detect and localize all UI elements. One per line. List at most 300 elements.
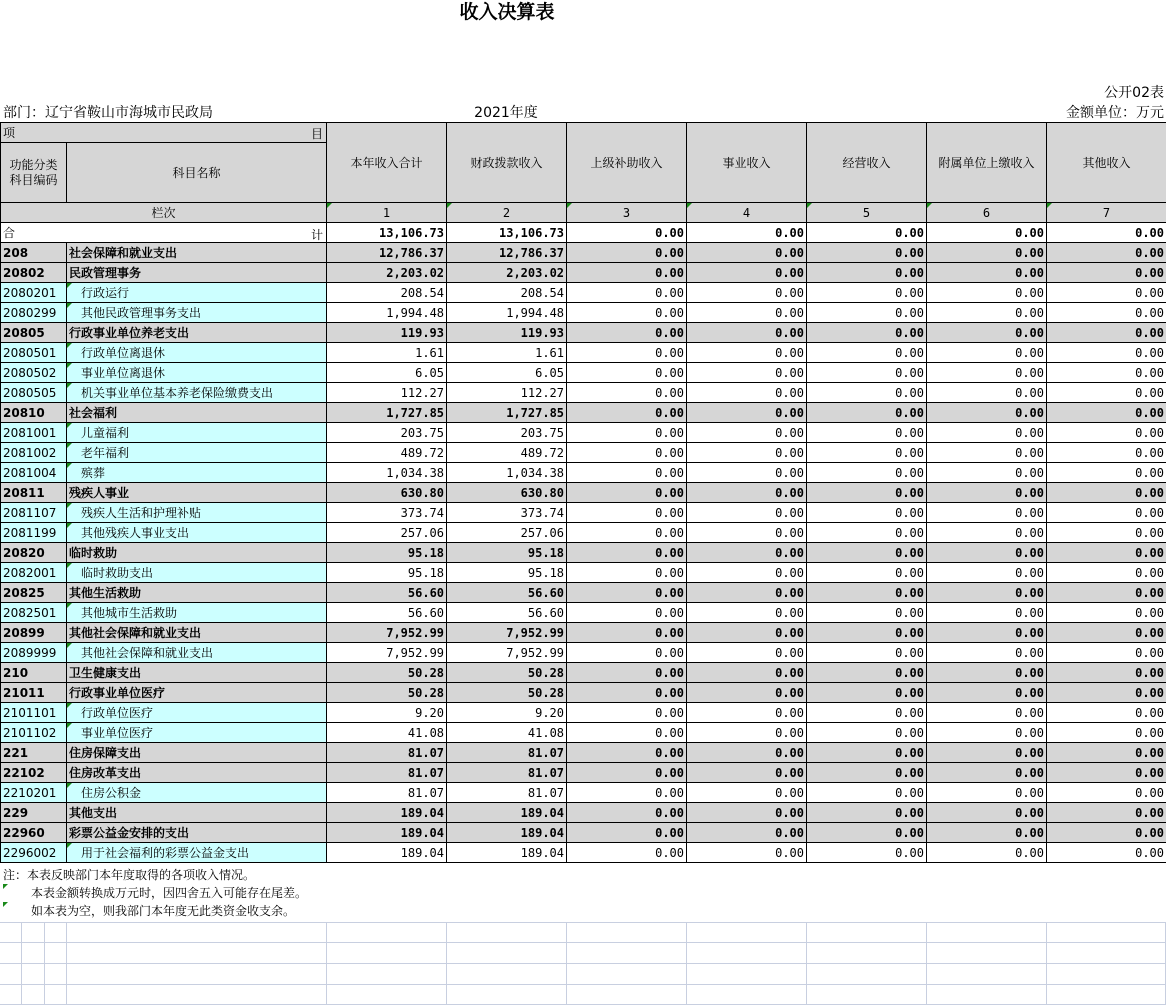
amount-cell-col7: 0.00	[1047, 303, 1166, 323]
table-row	[1, 323, 1166, 343]
col-number-1: 1	[327, 203, 447, 223]
table-row	[1, 463, 1166, 483]
subject-name: 住房改革支出	[67, 763, 327, 783]
subject-code: 2080502	[1, 363, 67, 383]
amount-cell-col5: 0.00	[807, 283, 927, 303]
grid-line-v	[806, 922, 807, 1005]
subject-name: 民政管理事务	[67, 263, 327, 283]
grid-line-v	[21, 922, 22, 1005]
total-row	[1, 223, 1166, 243]
table-row	[1, 743, 1166, 763]
amount-cell-col1: 189.04	[327, 823, 447, 843]
amount-cell-col2: 2,203.02	[447, 263, 567, 283]
amount-cell-col5: 0.00	[807, 663, 927, 683]
amount-cell-col2: 1,727.85	[447, 403, 567, 423]
header-xiang: 项	[3, 126, 16, 140]
amount-cell-col4: 0.00	[687, 543, 807, 563]
amount-cell-col3: 0.00	[567, 423, 687, 443]
amount-cell-col5: 0.00	[807, 403, 927, 423]
header-code-label: 功能分类 科目编码	[1, 143, 67, 203]
amount-cell-col7: 0.00	[1047, 843, 1166, 863]
amount-cell-col7: 0.00	[1047, 403, 1166, 423]
amount-cell-col7: 0.00	[1047, 623, 1166, 643]
amount-cell-col6: 0.00	[927, 243, 1047, 263]
amount-cell-col1: 81.07	[327, 763, 447, 783]
amount-cell-col7: 0.00	[1047, 763, 1166, 783]
amount-cell-col5: 0.00	[807, 363, 927, 383]
amount-cell-col4: 0.00	[687, 323, 807, 343]
amount-cell-col3: 0.00	[567, 283, 687, 303]
amount-cell-col5: 0.00	[807, 583, 927, 603]
table-row	[1, 663, 1166, 683]
amount-cell-col4: 0.00	[687, 703, 807, 723]
subject-code: 2081001	[1, 423, 67, 443]
amount-cell-col1: 373.74	[327, 503, 447, 523]
amount-cell-col3: 0.00	[567, 563, 687, 583]
col-header-6: 附属单位上缴收入	[927, 123, 1047, 203]
amount-cell-col1: 56.60	[327, 603, 447, 623]
subject-name: 其他生活救助	[67, 583, 327, 603]
amount-cell-col6: 0.00	[927, 763, 1047, 783]
amount-cell-col6: 0.00	[927, 723, 1047, 743]
amount-cell-col6: 0.00	[927, 403, 1047, 423]
subject-name: 住房公积金	[67, 783, 327, 803]
amount-cell-col1: 1,727.85	[327, 403, 447, 423]
unit-label: 金额单位：万元	[1066, 105, 1164, 121]
col-header-7: 其他收入	[1047, 123, 1166, 203]
year-label: 2021年度	[474, 105, 538, 121]
amount-cell-col2: 81.07	[447, 743, 567, 763]
amount-cell-col2: 119.93	[447, 323, 567, 343]
amount-cell-col3: 0.00	[567, 363, 687, 383]
amount-cell-col4: 0.00	[687, 603, 807, 623]
table-row	[1, 583, 1166, 603]
subject-name: 残疾人事业	[67, 483, 327, 503]
amount-cell-col4: 0.00	[687, 563, 807, 583]
amount-cell-col3: 0.00	[567, 243, 687, 263]
amount-cell-col1: 630.80	[327, 483, 447, 503]
total-value-1: 13,106.73	[327, 223, 447, 243]
amount-cell-col3: 0.00	[567, 803, 687, 823]
amount-cell-col2: 630.80	[447, 483, 567, 503]
amount-cell-col4: 0.00	[687, 623, 807, 643]
amount-cell-col6: 0.00	[927, 783, 1047, 803]
amount-cell-col7: 0.00	[1047, 463, 1166, 483]
col-number-4: 4	[687, 203, 807, 223]
amount-cell-col7: 0.00	[1047, 743, 1166, 763]
amount-cell-col3: 0.00	[567, 303, 687, 323]
amount-cell-col7: 0.00	[1047, 443, 1166, 463]
amount-cell-col6: 0.00	[927, 263, 1047, 283]
grid-line-h	[0, 963, 1166, 964]
amount-cell-col6: 0.00	[927, 383, 1047, 403]
table-row	[1, 603, 1166, 623]
col-number-5: 5	[807, 203, 927, 223]
total-value-6: 0.00	[927, 223, 1047, 243]
col-header-2: 财政拨款收入	[447, 123, 567, 203]
total-value-5: 0.00	[807, 223, 927, 243]
amount-cell-col2: 112.27	[447, 383, 567, 403]
amount-cell-col6: 0.00	[927, 663, 1047, 683]
table-row	[1, 783, 1166, 803]
amount-cell-col5: 0.00	[807, 523, 927, 543]
amount-cell-col5: 0.00	[807, 543, 927, 563]
subject-code: 229	[1, 803, 67, 823]
subject-name: 用于社会福利的彩票公益金支出	[67, 843, 327, 863]
amount-cell-col7: 0.00	[1047, 543, 1166, 563]
amount-cell-col6: 0.00	[927, 803, 1047, 823]
amount-cell-col4: 0.00	[687, 303, 807, 323]
total-label-cell	[1, 223, 327, 243]
amount-cell-col3: 0.00	[567, 583, 687, 603]
amount-cell-col5: 0.00	[807, 463, 927, 483]
amount-cell-col4: 0.00	[687, 643, 807, 663]
table-row	[1, 823, 1166, 843]
grid-line-v	[446, 922, 447, 1005]
amount-cell-col5: 0.00	[807, 563, 927, 583]
grid-line-v	[1046, 922, 1047, 1005]
amount-cell-col1: 119.93	[327, 323, 447, 343]
amount-cell-col3: 0.00	[567, 403, 687, 423]
amount-cell-col7: 0.00	[1047, 723, 1166, 743]
amount-cell-col6: 0.00	[927, 363, 1047, 383]
amount-cell-col1: 12,786.37	[327, 243, 447, 263]
table-row	[1, 483, 1166, 503]
table-row	[1, 363, 1166, 383]
subject-name: 社会福利	[67, 403, 327, 423]
amount-cell-col5: 0.00	[807, 743, 927, 763]
amount-cell-col6: 0.00	[927, 423, 1047, 443]
grid-line-v	[566, 922, 567, 1005]
amount-cell-col1: 257.06	[327, 523, 447, 543]
amount-cell-col6: 0.00	[927, 503, 1047, 523]
amount-cell-col7: 0.00	[1047, 523, 1166, 543]
subject-code: 20820	[1, 543, 67, 563]
subject-code: 2080201	[1, 283, 67, 303]
amount-cell-col6: 0.00	[927, 543, 1047, 563]
subject-code: 210	[1, 663, 67, 683]
amount-cell-col2: 257.06	[447, 523, 567, 543]
table-row	[1, 303, 1166, 323]
form-number: 公开02表	[1104, 85, 1164, 101]
amount-cell-col3: 0.00	[567, 663, 687, 683]
amount-cell-col1: 189.04	[327, 843, 447, 863]
subject-name: 社会保障和就业支出	[67, 243, 327, 263]
subject-code: 22960	[1, 823, 67, 843]
table-row	[1, 243, 1166, 263]
amount-cell-col5: 0.00	[807, 603, 927, 623]
subject-name: 临时救助	[67, 543, 327, 563]
amount-cell-col1: 9.20	[327, 703, 447, 723]
subject-code: 20811	[1, 483, 67, 503]
amount-cell-col5: 0.00	[807, 323, 927, 343]
amount-cell-col2: 189.04	[447, 843, 567, 863]
amount-cell-col7: 0.00	[1047, 363, 1166, 383]
amount-cell-col2: 81.07	[447, 763, 567, 783]
amount-cell-col1: 7,952.99	[327, 643, 447, 663]
amount-cell-col2: 7,952.99	[447, 643, 567, 663]
amount-cell-col4: 0.00	[687, 663, 807, 683]
col-number-2: 2	[447, 203, 567, 223]
amount-cell-col6: 0.00	[927, 843, 1047, 863]
note-1: 注：本表反映部门本年度取得的各项收入情况。	[3, 868, 256, 882]
amount-cell-col4: 0.00	[687, 763, 807, 783]
amount-cell-col6: 0.00	[927, 583, 1047, 603]
amount-cell-col3: 0.00	[567, 823, 687, 843]
table-row	[1, 543, 1166, 563]
col-number-7: 7	[1047, 203, 1166, 223]
subject-code: 2089999	[1, 643, 67, 663]
amount-cell-col4: 0.00	[687, 843, 807, 863]
amount-cell-col3: 0.00	[567, 783, 687, 803]
amount-cell-col3: 0.00	[567, 343, 687, 363]
amount-cell-col2: 373.74	[447, 503, 567, 523]
subject-name: 其他社会保障和就业支出	[67, 623, 327, 643]
amount-cell-col6: 0.00	[927, 523, 1047, 543]
amount-cell-col7: 0.00	[1047, 283, 1166, 303]
amount-cell-col7: 0.00	[1047, 803, 1166, 823]
table-row	[1, 503, 1166, 523]
amount-cell-col6: 0.00	[927, 823, 1047, 843]
subject-name: 行政单位离退休	[67, 343, 327, 363]
subject-code: 2081107	[1, 503, 67, 523]
total-value-4: 0.00	[687, 223, 807, 243]
table-row	[1, 263, 1166, 283]
amount-cell-col1: 7,952.99	[327, 623, 447, 643]
amount-cell-col2: 189.04	[447, 823, 567, 843]
amount-cell-col5: 0.00	[807, 763, 927, 783]
amount-cell-col4: 0.00	[687, 483, 807, 503]
amount-cell-col2: 95.18	[447, 543, 567, 563]
amount-cell-col1: 41.08	[327, 723, 447, 743]
table-row	[1, 343, 1166, 363]
amount-cell-col2: 41.08	[447, 723, 567, 743]
amount-cell-col2: 203.75	[447, 423, 567, 443]
note-3: 如本表为空，则我部门本年度无此类资金收支余。	[3, 902, 307, 920]
amount-cell-col5: 0.00	[807, 263, 927, 283]
amount-cell-col3: 0.00	[567, 523, 687, 543]
amount-cell-col5: 0.00	[807, 703, 927, 723]
col-header-5: 经营收入	[807, 123, 927, 203]
subject-code: 20825	[1, 583, 67, 603]
subject-code: 2101101	[1, 703, 67, 723]
amount-cell-col4: 0.00	[687, 803, 807, 823]
amount-cell-col1: 81.07	[327, 743, 447, 763]
amount-cell-col6: 0.00	[927, 283, 1047, 303]
subject-code: 2080501	[1, 343, 67, 363]
amount-cell-col7: 0.00	[1047, 323, 1166, 343]
amount-cell-col5: 0.00	[807, 503, 927, 523]
subject-name: 行政事业单位医疗	[67, 683, 327, 703]
amount-cell-col1: 112.27	[327, 383, 447, 403]
subject-name: 其他民政管理事务支出	[67, 303, 327, 323]
subject-name: 行政运行	[67, 283, 327, 303]
grid-line-v	[326, 922, 327, 1005]
amount-cell-col3: 0.00	[567, 263, 687, 283]
amount-cell-col3: 0.00	[567, 763, 687, 783]
amount-cell-col7: 0.00	[1047, 563, 1166, 583]
amount-cell-col7: 0.00	[1047, 603, 1166, 623]
subject-name: 行政事业单位养老支出	[67, 323, 327, 343]
amount-cell-col4: 0.00	[687, 263, 807, 283]
amount-cell-col3: 0.00	[567, 843, 687, 863]
amount-cell-col1: 2,203.02	[327, 263, 447, 283]
col-number-6: 6	[927, 203, 1047, 223]
table-row	[1, 423, 1166, 443]
amount-cell-col7: 0.00	[1047, 643, 1166, 663]
amount-cell-col1: 50.28	[327, 663, 447, 683]
table-row	[1, 723, 1166, 743]
amount-cell-col3: 0.00	[567, 503, 687, 523]
amount-cell-col7: 0.00	[1047, 483, 1166, 503]
amount-cell-col1: 1,034.38	[327, 463, 447, 483]
amount-cell-col7: 0.00	[1047, 243, 1166, 263]
amount-cell-col1: 1,994.48	[327, 303, 447, 323]
amount-cell-col5: 0.00	[807, 303, 927, 323]
subject-code: 22102	[1, 763, 67, 783]
amount-cell-col3: 0.00	[567, 703, 687, 723]
subject-code: 2101102	[1, 723, 67, 743]
department-label: 部门：辽宁省鞍山市海城市民政局	[3, 105, 213, 121]
col-header-1: 本年收入合计	[327, 123, 447, 203]
amount-cell-col1: 56.60	[327, 583, 447, 603]
amount-cell-col2: 1,994.48	[447, 303, 567, 323]
col-header-4: 事业收入	[687, 123, 807, 203]
note-2: 本表金额转换成万元时，因四舍五入可能存在尾差。	[3, 884, 307, 902]
total-label-right: 计	[311, 228, 324, 242]
amount-cell-col4: 0.00	[687, 583, 807, 603]
amount-cell-col4: 0.00	[687, 743, 807, 763]
amount-cell-col7: 0.00	[1047, 783, 1166, 803]
amount-cell-col4: 0.00	[687, 243, 807, 263]
amount-cell-col3: 0.00	[567, 443, 687, 463]
income-table	[0, 122, 1166, 863]
empty-sheet-grid	[0, 922, 1166, 1005]
amount-cell-col6: 0.00	[927, 303, 1047, 323]
amount-cell-col5: 0.00	[807, 443, 927, 463]
table-row	[1, 683, 1166, 703]
amount-cell-col6: 0.00	[927, 603, 1047, 623]
table-row	[1, 623, 1166, 643]
amount-cell-col3: 0.00	[567, 723, 687, 743]
amount-cell-col4: 0.00	[687, 423, 807, 443]
amount-cell-col2: 489.72	[447, 443, 567, 463]
subject-name: 其他残疾人事业支出	[67, 523, 327, 543]
subject-code: 21011	[1, 683, 67, 703]
amount-cell-col3: 0.00	[567, 683, 687, 703]
total-label-left: 合	[3, 226, 16, 240]
subject-name: 机关事业单位基本养老保险缴费支出	[67, 383, 327, 403]
amount-cell-col3: 0.00	[567, 623, 687, 643]
amount-cell-col5: 0.00	[807, 343, 927, 363]
amount-cell-col5: 0.00	[807, 383, 927, 403]
amount-cell-col1: 6.05	[327, 363, 447, 383]
subject-name: 其他社会保障和就业支出	[67, 643, 327, 663]
amount-cell-col1: 95.18	[327, 563, 447, 583]
amount-cell-col2: 81.07	[447, 783, 567, 803]
amount-cell-col5: 0.00	[807, 843, 927, 863]
amount-cell-col2: 56.60	[447, 603, 567, 623]
amount-cell-col5: 0.00	[807, 683, 927, 703]
total-value-2: 13,106.73	[447, 223, 567, 243]
amount-cell-col1: 81.07	[327, 783, 447, 803]
amount-cell-col6: 0.00	[927, 343, 1047, 363]
grid-line-v	[66, 922, 67, 1005]
amount-cell-col6: 0.00	[927, 563, 1047, 583]
amount-cell-col1: 50.28	[327, 683, 447, 703]
amount-cell-col6: 0.00	[927, 623, 1047, 643]
table-row	[1, 643, 1166, 663]
subject-name: 儿童福利	[67, 423, 327, 443]
amount-cell-col4: 0.00	[687, 523, 807, 543]
subject-code: 20805	[1, 323, 67, 343]
notes	[3, 866, 307, 920]
table-row	[1, 283, 1166, 303]
subject-name: 彩票公益金安排的支出	[67, 823, 327, 843]
amount-cell-col3: 0.00	[567, 543, 687, 563]
amount-cell-col4: 0.00	[687, 443, 807, 463]
subject-code: 20810	[1, 403, 67, 423]
table-row	[1, 563, 1166, 583]
amount-cell-col4: 0.00	[687, 403, 807, 423]
subject-name: 临时救助支出	[67, 563, 327, 583]
amount-cell-col4: 0.00	[687, 463, 807, 483]
header-xiang-mu-cell	[1, 123, 327, 143]
amount-cell-col3: 0.00	[567, 483, 687, 503]
grid-line-h	[0, 984, 1166, 985]
amount-cell-col6: 0.00	[927, 463, 1047, 483]
col-number-3: 3	[567, 203, 687, 223]
table-row	[1, 843, 1166, 863]
amount-cell-col6: 0.00	[927, 743, 1047, 763]
col-header-3: 上级补助收入	[567, 123, 687, 203]
amount-cell-col7: 0.00	[1047, 263, 1166, 283]
amount-cell-col7: 0.00	[1047, 663, 1166, 683]
header-mu: 目	[311, 127, 324, 141]
amount-cell-col4: 0.00	[687, 363, 807, 383]
amount-cell-col6: 0.00	[927, 443, 1047, 463]
page-title: 收入决算表	[459, 1, 555, 23]
amount-cell-col4: 0.00	[687, 823, 807, 843]
amount-cell-col1: 208.54	[327, 283, 447, 303]
subject-code: 20899	[1, 623, 67, 643]
amount-cell-col3: 0.00	[567, 743, 687, 763]
grid-line-h	[0, 942, 1166, 943]
amount-cell-col5: 0.00	[807, 823, 927, 843]
table-row	[1, 703, 1166, 723]
amount-cell-col2: 12,786.37	[447, 243, 567, 263]
amount-cell-col1: 95.18	[327, 543, 447, 563]
subject-name: 卫生健康支出	[67, 663, 327, 683]
table-row	[1, 443, 1166, 463]
amount-cell-col5: 0.00	[807, 243, 927, 263]
amount-cell-col6: 0.00	[927, 683, 1047, 703]
grid-line-v	[926, 922, 927, 1005]
subject-code: 2081002	[1, 443, 67, 463]
subject-code: 208	[1, 243, 67, 263]
amount-cell-col2: 95.18	[447, 563, 567, 583]
amount-cell-col7: 0.00	[1047, 683, 1166, 703]
subject-name: 行政单位医疗	[67, 703, 327, 723]
subject-name: 其他支出	[67, 803, 327, 823]
subject-code: 221	[1, 743, 67, 763]
amount-cell-col7: 0.00	[1047, 703, 1166, 723]
amount-cell-col5: 0.00	[807, 783, 927, 803]
amount-cell-col4: 0.00	[687, 383, 807, 403]
amount-cell-col6: 0.00	[927, 703, 1047, 723]
amount-cell-col7: 0.00	[1047, 503, 1166, 523]
grid-line-h	[0, 922, 1166, 923]
